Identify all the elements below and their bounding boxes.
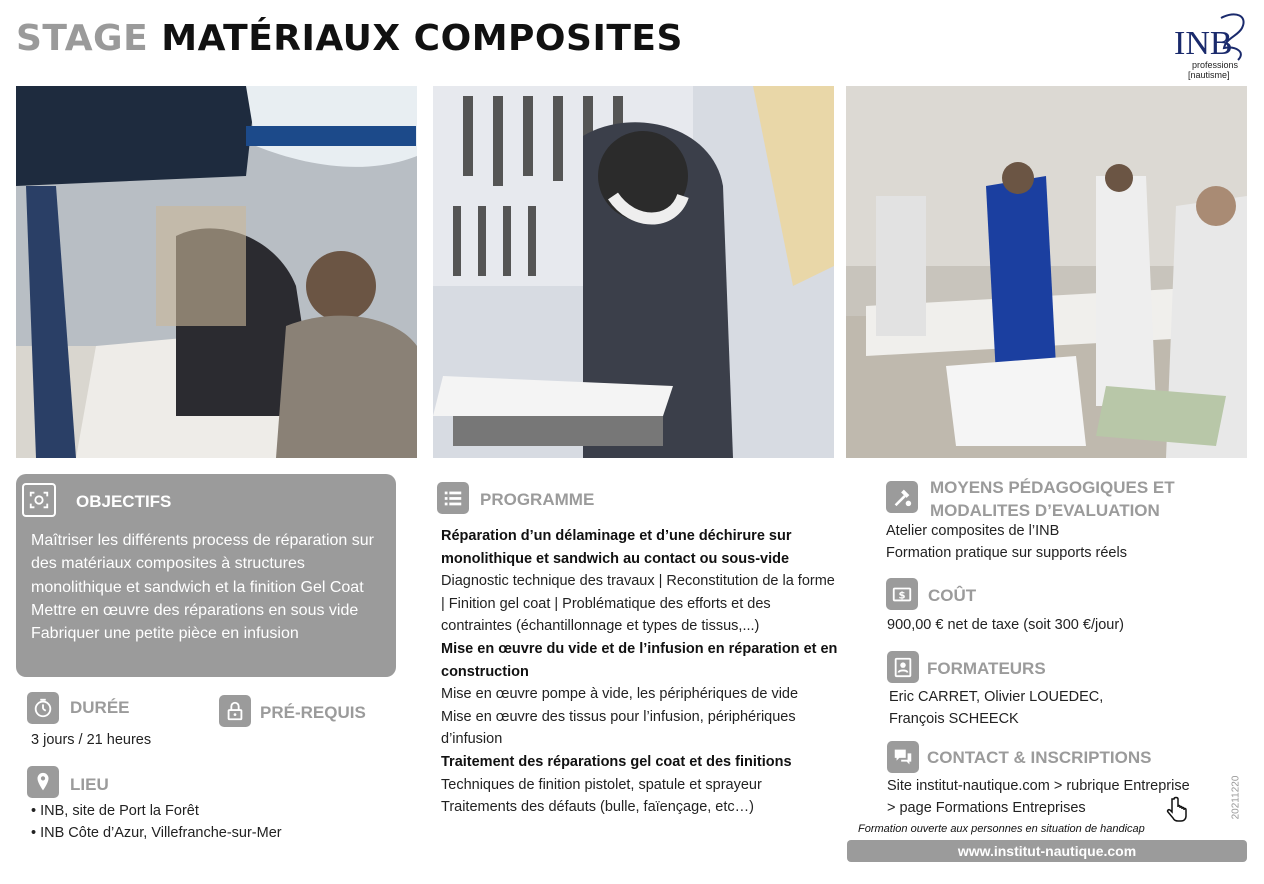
hand-pointer-icon[interactable]	[1164, 796, 1188, 824]
badge-icon	[887, 651, 919, 683]
lieu-list	[31, 801, 282, 844]
title-main: MATÉRIAUX COMPOSITES	[161, 18, 683, 59]
programme-section-body: Mise en œuvre pompe à vide, les périphériques de vide Mise en œuvre des tissus pour l’infusion, périphériques d’infusion	[441, 686, 799, 748]
timer-icon	[27, 692, 59, 724]
programme-section-body: Diagnostic technique des travaux | Reconstitution de la forme | Finition gel coat | Problématique des efforts et des contraintes (échantillonnage et types de tissus,...)	[441, 573, 835, 635]
boat-workshop-photo	[16, 86, 417, 458]
programme-heading: PROGRAMME	[480, 490, 595, 509]
page-title	[16, 18, 683, 59]
lock-icon	[219, 695, 251, 727]
moyens-heading-line: MOYENS PÉDAGOGIQUES ET	[930, 478, 1175, 497]
moyens-heading-line: MODALITES D’EVALUATION	[930, 501, 1160, 520]
objectif-item: Maîtriser les différents process de réparation sur des matériaux composites à structures monolithique et sandwich et la finition Gel Coat	[31, 532, 374, 596]
programme-section-title: Traitement des réparations gel coat et des finitions	[441, 753, 792, 770]
logo-line2: [nautisme]	[1188, 70, 1230, 80]
title-prefix: STAGE	[16, 18, 149, 59]
duree-heading: DURÉE	[70, 698, 130, 717]
objectifs-list	[31, 529, 393, 645]
contact-text	[887, 776, 1190, 819]
document-code	[1226, 770, 1246, 830]
formateurs-heading: FORMATEURS	[927, 659, 1046, 678]
duree-text: 3 jours / 21 heures	[31, 732, 152, 748]
formateurs-line: François SCHEECK	[889, 710, 1019, 727]
lieu-heading: LIEU	[70, 775, 109, 794]
cout-heading: COÛT	[928, 586, 977, 605]
objectifs-heading: OBJECTIFS	[76, 492, 172, 511]
contact-line: > page Formations Entreprises	[887, 799, 1086, 816]
resin-application-photo	[433, 86, 834, 458]
prerequis-heading: PRÉ-REQUIS	[260, 703, 366, 722]
moyens-item: Atelier composites de l’INB	[886, 523, 1060, 539]
lieu-item: • INB Côte d’Azur, Villefranche-sur-Mer	[31, 824, 282, 841]
cout-text: 900,00 € net de taxe (soit 300 €/jour)	[887, 617, 1124, 633]
programme-content	[441, 525, 841, 819]
programme-section-title: Mise en œuvre du vide et de l’infusion en réparation et en construction	[441, 640, 838, 680]
list-icon	[437, 482, 469, 514]
inb-logo	[1166, 8, 1250, 80]
contact-heading: CONTACT & INSCRIPTIONS	[927, 748, 1152, 767]
moyens-list	[886, 521, 1127, 564]
objectif-item: Mettre en œuvre des réparations en sous vide	[31, 601, 359, 619]
training-group-photo	[846, 86, 1247, 458]
formateurs-line: Eric CARRET, Olivier LOUEDEC,	[889, 689, 1104, 705]
objectif-item: Fabriquer une petite pièce en infusion	[31, 625, 299, 643]
focus-icon	[22, 483, 56, 517]
website-link[interactable]: www.institut-nautique.com	[847, 840, 1247, 862]
moyens-item: Formation pratique sur supports réels	[886, 544, 1127, 561]
money-icon	[886, 578, 918, 610]
chat-icon	[887, 741, 919, 773]
programme-section-body: Techniques de finition pistolet, spatule et sprayeur Traitements des défauts (bulle, faïençage, etc…)	[441, 776, 762, 816]
lieu-item: • INB, site de Port la Forêt	[31, 803, 199, 819]
accessibility-notice: Formation ouverte aux personnes en situation de handicap	[858, 823, 1145, 835]
svg-text:$: $	[898, 590, 906, 602]
logo-line1: professions	[1192, 60, 1239, 70]
programme-section-title: Réparation d’un délaminage et d’une déchirure sur monolithique et sandwich au contact ou sous-vide	[441, 528, 792, 567]
document-code-text: 20211220	[1230, 775, 1242, 820]
logo-letters: INB	[1174, 25, 1233, 62]
location-pin-icon	[27, 766, 59, 798]
tools-icon	[886, 481, 918, 513]
formateurs-list	[889, 687, 1103, 730]
contact-line: Site institut-nautique.com > rubrique Entreprise	[887, 778, 1190, 794]
moyens-heading	[930, 476, 1175, 522]
